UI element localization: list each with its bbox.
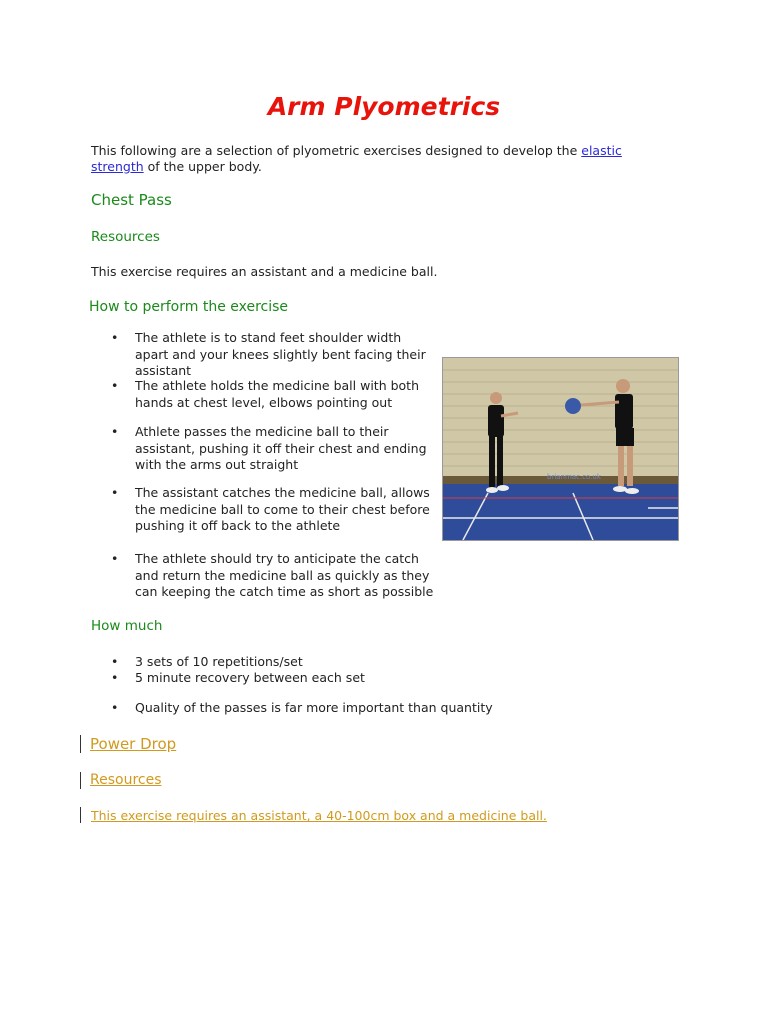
edit-marker (80, 772, 81, 789)
chest-pass-resources-heading: Resources (91, 229, 160, 245)
list-item (111, 551, 435, 601)
bullet-icon: • (111, 330, 119, 345)
step-text: The assistant catches the medicine ball, allows the medicine ball to come to their chest before pushing it off back to the athlete (135, 485, 430, 533)
how-to-perform-heading: How to perform the exercise (89, 299, 289, 315)
list-item (111, 330, 435, 380)
step-text: The athlete should try to anticipate the catch and return the medicine ball as quickly as they can keeping the catch time as short as possible (135, 551, 434, 599)
list-item (111, 654, 535, 671)
elastic-strength-link[interactable]: elastic strength (91, 143, 622, 174)
power-drop-resources-link[interactable]: Resources (90, 772, 162, 788)
list-item (111, 700, 535, 717)
bullet-icon: • (111, 700, 119, 715)
list-item (111, 424, 435, 474)
page-title: Arm Plyometrics (267, 92, 501, 121)
chest-pass-resources-text: This exercise requires an assistant and a medicine ball. (91, 264, 438, 279)
bullet-icon: • (111, 654, 119, 669)
list-item (111, 378, 435, 411)
bullet-icon: • (111, 551, 119, 566)
bullet-icon: • (111, 424, 119, 439)
intro-paragraph (91, 143, 636, 175)
intro-text-after: of the upper body. (143, 159, 262, 174)
bullet-icon: • (111, 670, 119, 685)
list-item (111, 670, 535, 687)
step-text: The athlete holds the medicine ball with both hands at chest level, elbows pointing out (135, 378, 420, 410)
power-drop-link[interactable]: Power Drop (90, 735, 177, 753)
how-much-text: 5 minute recovery between each set (135, 670, 365, 685)
chest-pass-photo (442, 357, 679, 541)
power-drop-resources-text-link[interactable]: This exercise requires an assistant, a 40-100cm box and a medicine ball. (91, 808, 547, 823)
how-much-text: Quality of the passes is far more important than quantity (135, 700, 493, 715)
photo-caption: brianmac.co.uk (547, 473, 601, 481)
step-text: The athlete is to stand feet shoulder width apart and your knees slightly bent facing their assistant (135, 330, 426, 378)
step-text: Athlete passes the medicine ball to their assistant, pushing it off their chest and ending with the arms out straight (135, 424, 427, 472)
chest-pass-heading: Chest Pass (91, 191, 172, 209)
bullet-icon: • (111, 485, 119, 500)
intro-text-before: This following are a selection of plyometric exercises designed to develop the (91, 143, 582, 158)
bullet-icon: • (111, 378, 119, 393)
edit-marker (80, 735, 81, 753)
edit-marker (80, 807, 81, 823)
how-much-heading: How much (91, 618, 163, 634)
list-item (111, 485, 435, 535)
how-much-text: 3 sets of 10 repetitions/set (135, 654, 303, 669)
